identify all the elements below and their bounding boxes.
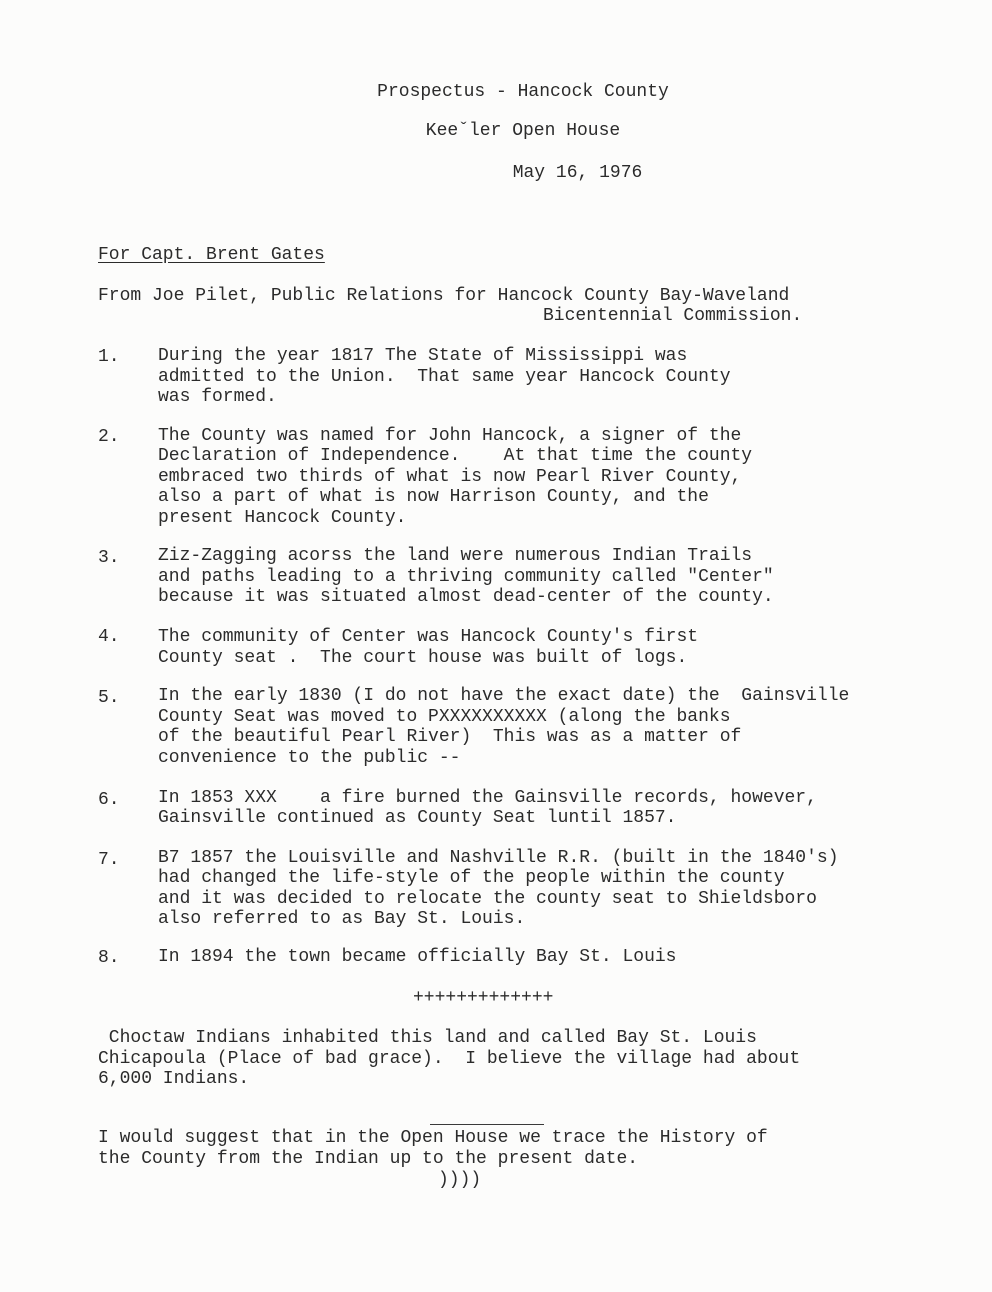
item-line: County Seat was moved to PXXXXXXXXXX (along the banks xyxy=(158,707,731,727)
item-line: also referred to as Bay St. Louis. xyxy=(158,909,526,929)
paragraph-line: Chicapoula (Place of bad grace). I believe the village had about xyxy=(98,1049,801,1069)
item-line: present Hancock County. xyxy=(158,508,407,528)
addressee-line: For Capt. Brent Gates xyxy=(98,245,325,265)
closing-mark: )))) xyxy=(438,1170,482,1190)
overline-mark xyxy=(430,1124,544,1125)
paragraph-line: 6,000 Indians. xyxy=(98,1069,250,1089)
item-line: Declaration of Independence. At that time the county xyxy=(158,446,753,466)
item-line: In 1853 XXX a fire burned the Gainsville records, however, xyxy=(158,788,817,808)
item-number: 1. xyxy=(98,347,120,367)
separator-plus-line: +++++++++++++ xyxy=(413,988,554,1008)
item-line: had changed the life-style of the people within the county xyxy=(158,868,785,888)
document-subtitle: Keeˇler Open House xyxy=(425,121,621,141)
item-line: of the beautiful Pearl River) This was as a matter of xyxy=(158,727,742,747)
paragraph-line: Choctaw Indians inhabited this land and called Bay St. Louis xyxy=(98,1028,757,1048)
item-line: The community of Center was Hancock County's first xyxy=(158,627,699,647)
item-line: because it was situated almost dead-center of the county. xyxy=(158,587,774,607)
item-number: 8. xyxy=(98,948,120,968)
document-title: Prospectus - Hancock County xyxy=(377,82,669,102)
item-line: embraced two thirds of what is now Pearl River County, xyxy=(158,467,742,487)
item-number: 2. xyxy=(98,427,120,447)
item-number: 7. xyxy=(98,850,120,870)
item-line: Gainsville continued as County Seat luntil 1857. xyxy=(158,808,677,828)
item-line: County seat . The court house was built of logs. xyxy=(158,648,688,668)
item-number: 4. xyxy=(98,627,120,647)
item-line: also a part of what is now Harrison County, and the xyxy=(158,487,709,507)
paragraph-line: the County from the Indian up to the present date. xyxy=(98,1149,639,1169)
item-line: and it was decided to relocate the county seat to Shieldsboro xyxy=(158,889,817,909)
item-number: 3. xyxy=(98,548,120,568)
item-line: During the year 1817 The State of Mississippi was xyxy=(158,346,688,366)
item-line: Ziz-Zagging acorss the land were numerous Indian Trails xyxy=(158,546,753,566)
item-line: In the early 1830 (I do not have the exact date) the Gainsville xyxy=(158,686,850,706)
item-line: admitted to the Union. That same year Hancock County xyxy=(158,367,731,387)
item-line: and paths leading to a thriving community called "Center" xyxy=(158,567,774,587)
item-line: In 1894 the town became officially Bay St. Louis xyxy=(158,947,677,967)
item-number: 5. xyxy=(98,688,120,708)
item-line: was formed. xyxy=(158,387,277,407)
item-line: B7 1857 the Louisville and Nashville R.R. (built in the 1840's) xyxy=(158,848,839,868)
document-date: May 16, 1976 xyxy=(512,163,643,183)
item-number: 6. xyxy=(98,790,120,810)
item-line: convenience to the public -- xyxy=(158,748,461,768)
from-line-continued: Bicentennial Commission. xyxy=(543,306,803,326)
from-line: From Joe Pilet, Public Relations for Hancock County Bay-Waveland xyxy=(98,286,790,306)
paragraph-line: I would suggest that in the Open House we trace the History of xyxy=(98,1128,768,1148)
item-line: The County was named for John Hancock, a signer of the xyxy=(158,426,742,446)
